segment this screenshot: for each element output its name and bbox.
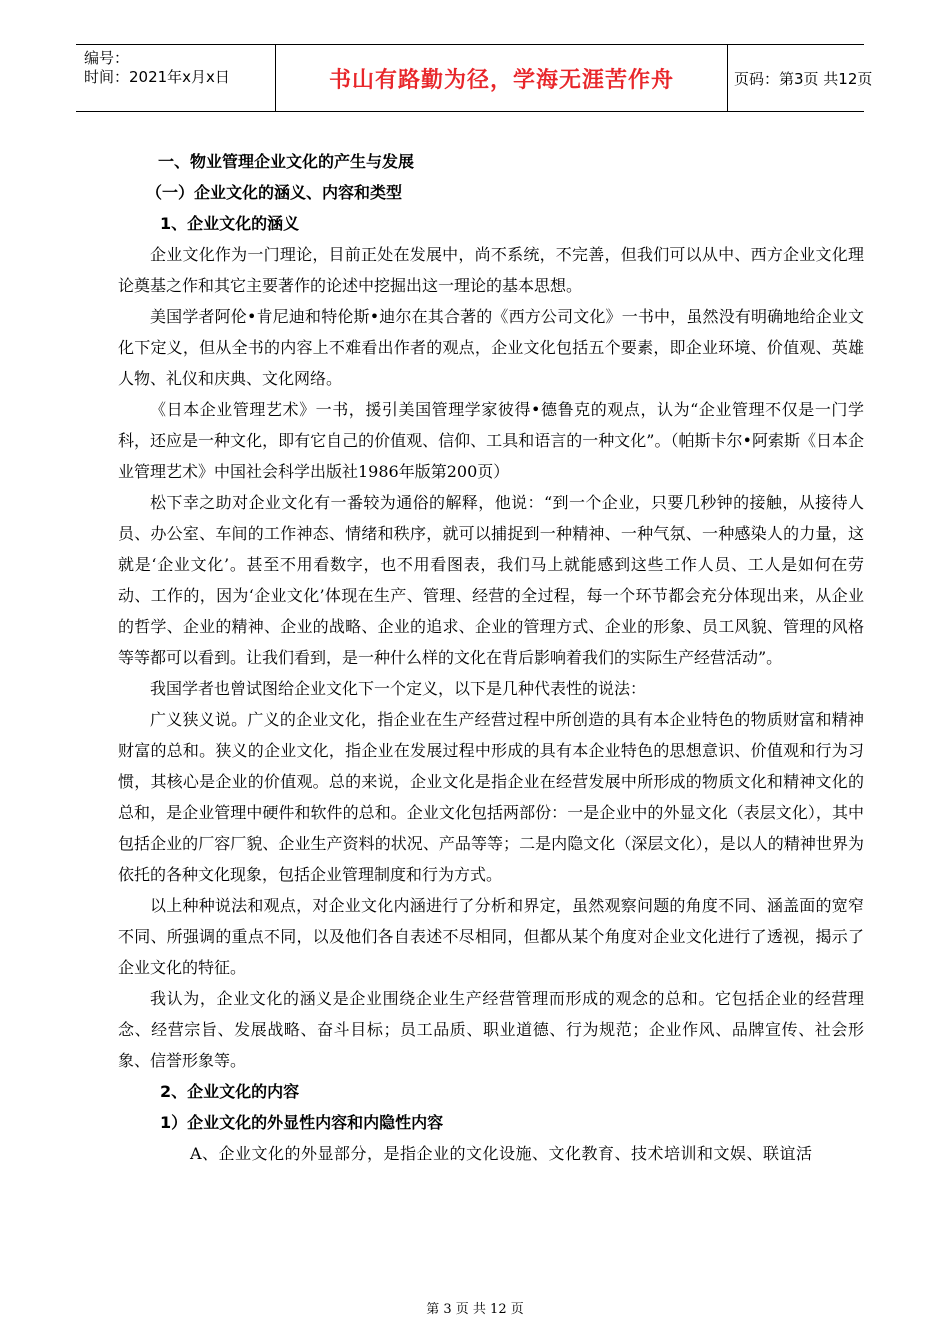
- document-body: [118, 146, 864, 1169]
- paragraph: 《日本企业管理艺术》一书，援引美国管理学家彼得•德鲁克的观点，认为“企业管理不仅是一门学科，还应是一种文化，即有它自己的价值观、信仰、工具和语言的一种文化”。（帕斯卡尔•阿索斯《日本企业管理艺术》中国社会科学出版社1986年版第200页）: [118, 400, 864, 481]
- section-heading: 一、物业管理企业文化的产生与发展: [158, 152, 415, 171]
- paragraph: 我国学者也曾试图给企业文化下一个定义，以下是几种代表性的说法：: [150, 679, 647, 698]
- paragraph: 美国学者阿伦•肯尼迪和特伦斯•迪尔在其合著的《西方公司文化》一书中，虽然没有明确地给企业文化下定义，但从全书的内容上不难看出作者的观点，企业文化包括五个要素，即企业环境、价值观、英雄人物、礼仪和庆典、文化网络。: [118, 307, 864, 388]
- header-meta: [76, 45, 276, 111]
- paragraph: 我认为，企业文化的涵义是企业围绕企业生产经营管理而形成的观念的总和。它包括企业的经营理念、经营宗旨、发展战略、奋斗目标；员工品质、职业道德、行为规范；企业作风、品牌宣传、社会形象、信誉形象等。: [118, 989, 864, 1070]
- paragraph: A、企业文化的外显部分，是指企业的文化设施、文化教育、技术培训和文娱、联谊活: [190, 1144, 813, 1163]
- subsection-heading: （一）企业文化的涵义、内容和类型: [146, 183, 403, 202]
- header-page-number: 页码：第3页 共12页: [734, 69, 873, 88]
- paragraph: 松下幸之助对企业文化有一番较为通俗的解释，他说：“到一个企业，只要几秒钟的接触，从接待人员、办公室、车间的工作神态、情绪和秩序，就可以捕捉到一种精神、一种气氛、一种感染人的力量，这就是‘企业文化’。甚至不用看数字，也不用看图表，我们马上就能感到这些工作人员、工人是如何在劳动、工作的，因为‘企业文化’体现在生产、管理、经营的全过程，每一个环节都会充分体现出来，从企业的哲学、企业的精神、企业的战略、企业的追求、企业的管理方式、企业的形象、员工风貌、管理的风格等等都可以看到。让我们看到，是一种什么样的文化在背后影响着我们的实际生产经营活动”。: [118, 493, 864, 667]
- topic-heading: 1、企业文化的涵义: [160, 214, 300, 233]
- date-label: 时间：2021年x月x日: [84, 68, 230, 86]
- header-motto-cell: [276, 45, 728, 111]
- topic-heading: 1）企业文化的外显性内容和内隐性内容: [160, 1113, 444, 1132]
- paragraph: 以上种种说法和观点，对企业文化内涵进行了分析和界定，虽然观察问题的角度不同、涵盖面的宽窄不同、所强调的重点不同，以及他们各自表述不尽相同，但都从某个角度对企业文化进行了透视，揭示了企业文化的特征。: [118, 896, 864, 977]
- paragraph: 广义狭义说。广义的企业文化，指企业在生产经营过程中所创造的具有本企业特色的物质财富和精神财富的总和。狭义的企业文化，指企业在发展过程中形成的具有本企业特色的思想意识、价值观和行为习惯，其核心是企业的价值观。总的来说，企业文化是指企业在经营发展中所形成的物质文化和精神文化的总和，是企业管理中硬件和软件的总和。企业文化包括两部份：一是企业中的外显文化（表层文化），其中包括企业的厂容厂貌、企业生产资料的状况、产品等等；二是内隐文化（深层文化），是以人的精神世界为依托的各种文化现象，包括企业管理制度和行为方式。: [118, 710, 864, 884]
- topic-heading: 2、企业文化的内容: [160, 1082, 300, 1101]
- paragraph: 企业文化作为一门理论，目前正处在发展中，尚不系统，不完善，但我们可以从中、西方企业文化理论奠基之作和其它主要著作的论述中挖掘出这一理论的基本思想。: [118, 245, 864, 295]
- page-footer: 第 3 页 共 12 页: [426, 1302, 524, 1317]
- motto: 书山有路勤为径，学海无涯苦作舟: [328, 67, 674, 93]
- page-header: [76, 44, 873, 112]
- serial-number-label: 编号：: [84, 49, 130, 67]
